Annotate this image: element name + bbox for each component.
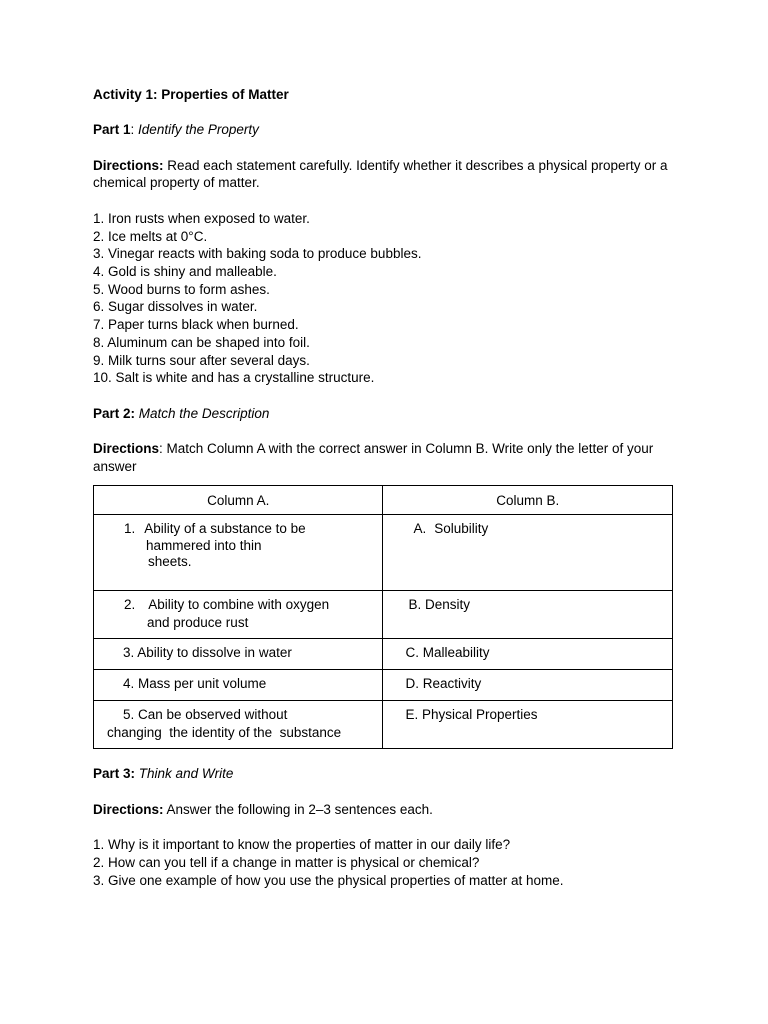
part1-subtitle: Identify the Property (138, 122, 259, 138)
part3-directions-label: Directions: (93, 801, 164, 817)
table-row (94, 591, 673, 639)
column-a-cell (94, 515, 383, 591)
part1-separator: : (130, 122, 139, 138)
table-header-row (94, 486, 673, 515)
description-line: and produce rust (147, 614, 249, 630)
column-a-header: Column A. (94, 486, 383, 515)
statement-item: 9. Milk turns sour after several days. (93, 352, 310, 368)
column-b-cell (383, 591, 673, 639)
column-a-cell (94, 591, 383, 639)
part3-subtitle: Think and Write (138, 766, 234, 782)
part2-directions (93, 440, 683, 475)
description-line: sheets. (148, 554, 192, 570)
description-line: changing the identity of the substance (107, 724, 342, 740)
statement-item: 6. Sugar dissolves in water. (93, 299, 258, 315)
answer-text: B. Density (408, 597, 471, 613)
matching-table (93, 485, 673, 749)
answer-text: Solubility (434, 521, 489, 537)
column-b-cell (383, 670, 673, 701)
part2-directions-text: : Match Column A with the correct answer in Column B. Write only the letter of your answer (93, 440, 654, 474)
description-line: 4. Mass per unit volume (123, 676, 267, 692)
worksheet-page (93, 86, 683, 889)
answer-text: D. Reactivity (405, 676, 482, 692)
part1-directions (93, 157, 683, 192)
statement-item: 8. Aluminum can be shaped into foil. (93, 334, 310, 350)
part2-heading (93, 405, 683, 423)
column-a-cell (94, 701, 383, 749)
part2-directions-label: Directions (93, 440, 160, 456)
table-row (94, 670, 673, 701)
statement-item: 5. Wood burns to form ashes. (93, 281, 270, 297)
description-line: Ability of a substance to be (144, 521, 306, 537)
column-b-cell (383, 515, 673, 591)
part1-directions-label: Directions: (93, 157, 164, 173)
statement-item: 10. Salt is white and has a crystalline structure. (93, 370, 375, 386)
column-b-cell (383, 701, 673, 749)
description-line: Ability to combine with oxygen (148, 597, 330, 613)
statement-item: 2. Ice melts at 0°C. (93, 228, 208, 244)
part3-question-list (93, 836, 683, 889)
item-number: 1. (124, 521, 136, 537)
question-item: 2. How can you tell if a change in matter is physical or chemical? (93, 854, 480, 870)
table-row (94, 639, 673, 670)
answer-text: E. Physical Properties (405, 707, 538, 723)
part3-directions (93, 801, 683, 819)
part1-statement-list (93, 210, 683, 387)
part3-heading (93, 765, 683, 783)
table-row (94, 515, 673, 591)
item-number: 2. (124, 597, 136, 613)
statement-item: 4. Gold is shiny and malleable. (93, 263, 277, 279)
part1-directions-text: Read each statement carefully. Identify whether it describes a physical property or a chemical property of matter. (93, 157, 668, 191)
column-b-cell (383, 639, 673, 670)
description-line: hammered into thin (146, 537, 262, 553)
answer-letter: A. (413, 521, 427, 537)
part3-label: Part 3: (93, 766, 136, 782)
question-item: 3. Give one example of how you use the physical properties of matter at home. (93, 872, 564, 888)
question-item: 1. Why is it important to know the properties of matter in our daily life? (93, 837, 511, 853)
column-a-cell (94, 670, 383, 701)
part2-subtitle: Match the Description (138, 405, 270, 421)
part1-heading (93, 121, 683, 139)
part3-directions-text: Answer the following in 2–3 sentences each. (163, 801, 433, 817)
part2-label: Part 2: (93, 405, 136, 421)
activity-title: Activity 1: Properties of Matter (93, 87, 289, 102)
description-line: 5. Can be observed without (123, 707, 288, 723)
statement-item: 1. Iron rusts when exposed to water. (93, 210, 310, 226)
answer-text: C. Malleability (405, 645, 490, 661)
statement-item: 7. Paper turns black when burned. (93, 317, 299, 333)
column-a-cell (94, 639, 383, 670)
column-b-header: Column B. (383, 486, 673, 515)
description-line: 3. Ability to dissolve in water (123, 645, 292, 661)
part1-label: Part 1 (93, 122, 131, 138)
statement-item: 3. Vinegar reacts with baking soda to produce bubbles. (93, 246, 422, 262)
table-row (94, 701, 673, 749)
